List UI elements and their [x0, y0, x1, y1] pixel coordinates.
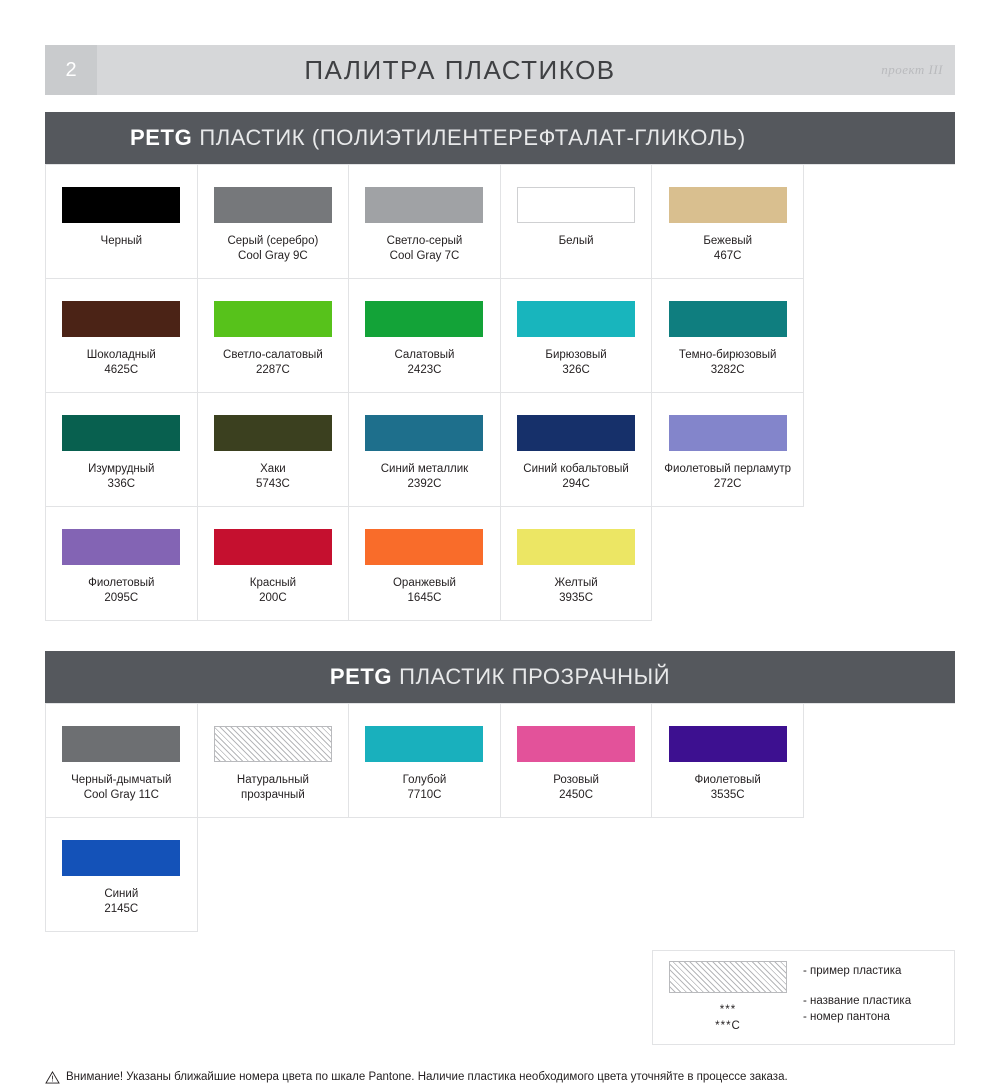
swatch-name: Красный — [249, 577, 297, 589]
swatch-cell — [501, 393, 653, 507]
swatch-code: 7710C — [407, 789, 442, 801]
swatch-code: 272C — [713, 478, 742, 490]
color-chip — [669, 187, 787, 223]
color-chip — [365, 726, 483, 762]
swatch-code: 326C — [562, 364, 590, 376]
swatch-name: Синий металлик — [380, 463, 469, 475]
color-chip — [214, 529, 332, 565]
swatch-name: Фиолетовый — [88, 577, 155, 589]
color-chip — [62, 415, 180, 451]
swatch-cell — [501, 507, 653, 621]
swatch-name: Белый — [558, 235, 594, 247]
legend-descriptions — [803, 961, 954, 1034]
legend-row-0: - пример пластика — [803, 965, 902, 977]
swatch-cell — [46, 818, 198, 932]
section-title-bold: PETG — [130, 125, 193, 150]
legend-sample — [653, 961, 803, 1034]
swatch-name: Фиолетовый перламутр — [664, 463, 792, 475]
color-chip — [517, 529, 635, 565]
color-chip — [62, 726, 180, 762]
color-chip — [669, 301, 787, 337]
swatch-cell — [198, 165, 350, 279]
legend-wrapper — [45, 950, 955, 1045]
footer-text: Внимание! Указаны ближайшие номера цвета по шкале Pantone. Наличие пластика необходимого цвета уточняйте в процессе заказа. — [66, 1071, 788, 1083]
legend-row-1: - название пластика — [803, 995, 912, 1007]
swatch-name: Светло-салатовый — [223, 349, 323, 361]
swatch-cell — [501, 165, 653, 279]
footer-note — [45, 1071, 955, 1084]
swatch-cell — [349, 279, 501, 393]
section-title-bold: PETG — [329, 664, 393, 689]
swatch-cell — [652, 704, 804, 818]
swatch-cell — [198, 704, 350, 818]
swatch-code: 2145C — [104, 903, 139, 915]
brand-logo: проект III — [881, 62, 943, 77]
swatch-name: Голубой — [402, 774, 447, 786]
page-number: 2 — [45, 45, 97, 95]
swatch-code: 1645C — [407, 592, 442, 604]
color-chip — [669, 726, 787, 762]
swatch-name: Синий кобальтовый — [523, 463, 629, 475]
legend — [652, 950, 955, 1045]
color-chip — [365, 529, 483, 565]
swatch-grid-petg-clear — [45, 703, 955, 932]
swatch-grid-petg — [45, 164, 955, 621]
swatch-name: Хаки — [260, 463, 286, 475]
swatch-name: Светло-серый — [386, 235, 463, 247]
swatch-code: 2095C — [104, 592, 139, 604]
swatch-code: 336C — [107, 478, 136, 490]
swatch-code: Cool Gray 7C — [389, 250, 460, 262]
swatch-name: Темно-бирюзовый — [678, 349, 777, 361]
section-title-rest: ПЛАСТИК ПРОЗРАЧНЫЙ — [399, 664, 671, 689]
swatch-cell — [652, 393, 804, 507]
color-chip — [517, 726, 635, 762]
swatch-cell — [652, 279, 804, 393]
swatch-code: 5743C — [255, 478, 290, 490]
color-chip — [214, 301, 332, 337]
swatch-cell — [652, 165, 804, 279]
color-chip — [62, 840, 180, 876]
swatch-name: Натуральный — [236, 774, 309, 786]
swatch-cell — [349, 704, 501, 818]
section-header-petg-clear — [45, 651, 955, 703]
swatch-name: Изумрудный — [88, 463, 155, 475]
swatch-cell — [198, 393, 350, 507]
color-chip — [365, 415, 483, 451]
color-chip — [517, 301, 635, 337]
color-chip — [214, 415, 332, 451]
swatch-name: Розовый — [553, 774, 599, 786]
swatch-code: Cool Gray 9C — [238, 250, 308, 262]
swatch-name: Бирюзовый — [545, 349, 607, 361]
color-chip — [365, 187, 483, 223]
swatch-code: 3535C — [710, 789, 745, 801]
swatch-name: Черный-дымчатый — [71, 774, 172, 786]
page-title: ПАЛИТРА ПЛАСТИКОВ — [304, 54, 616, 85]
swatch-code: 3282C — [710, 364, 745, 376]
color-chip — [517, 415, 635, 451]
color-chip — [214, 187, 332, 223]
swatch-code: прозрачный — [241, 789, 305, 801]
swatch-cell — [349, 507, 501, 621]
swatch-cell — [501, 279, 653, 393]
swatch-code: 2423C — [407, 364, 442, 376]
swatch-cell — [46, 279, 198, 393]
swatch-name: Фиолетовый — [694, 774, 761, 786]
palette-page — [0, 45, 1000, 1083]
swatch-code: 467C — [713, 250, 742, 262]
swatch-code: 3935C — [559, 592, 594, 604]
swatch-code: 2450C — [559, 789, 594, 801]
warning-icon — [45, 1071, 60, 1084]
color-chip — [62, 187, 180, 223]
legend-sample-name: *** — [719, 1004, 737, 1016]
color-chip — [62, 529, 180, 565]
swatch-name: Серый (серебро) — [227, 235, 319, 247]
section-header-petg — [45, 112, 955, 164]
swatch-cell — [349, 165, 501, 279]
swatch-cell — [46, 704, 198, 818]
swatch-name: Бежевый — [703, 235, 753, 247]
hatched-sample-icon — [669, 961, 787, 993]
page-header — [45, 45, 955, 95]
color-chip — [669, 415, 787, 451]
swatch-name: Оранжевый — [392, 577, 456, 589]
legend-row-2: - номер пантона — [803, 1011, 890, 1023]
color-chip — [214, 726, 332, 762]
swatch-code: 2287C — [255, 364, 290, 376]
swatch-name: Черный — [100, 235, 143, 247]
legend-sample-pantone: ***C — [715, 1020, 741, 1032]
swatch-cell — [46, 393, 198, 507]
swatch-cell — [349, 393, 501, 507]
swatch-code: 294C — [562, 478, 590, 490]
swatch-cell — [198, 507, 350, 621]
swatch-name: Желтый — [554, 577, 598, 589]
swatch-code: 200C — [259, 592, 287, 604]
swatch-code: Cool Gray 11C — [83, 789, 159, 801]
color-chip — [365, 301, 483, 337]
swatch-name: Синий — [104, 888, 139, 900]
color-chip — [517, 187, 635, 223]
swatch-cell — [46, 507, 198, 621]
swatch-cell — [501, 704, 653, 818]
section-title-rest: ПЛАСТИК (ПОЛИЭТИЛЕНТЕРЕФТАЛАТ-ГЛИКОЛЬ) — [199, 125, 746, 150]
swatch-cell — [198, 279, 350, 393]
swatch-name: Салатовый — [394, 349, 455, 361]
swatch-cell — [46, 165, 198, 279]
swatch-code: 2392C — [407, 478, 442, 490]
swatch-code: 4625C — [104, 364, 139, 376]
swatch-name: Шоколадный — [86, 349, 156, 361]
color-chip — [62, 301, 180, 337]
